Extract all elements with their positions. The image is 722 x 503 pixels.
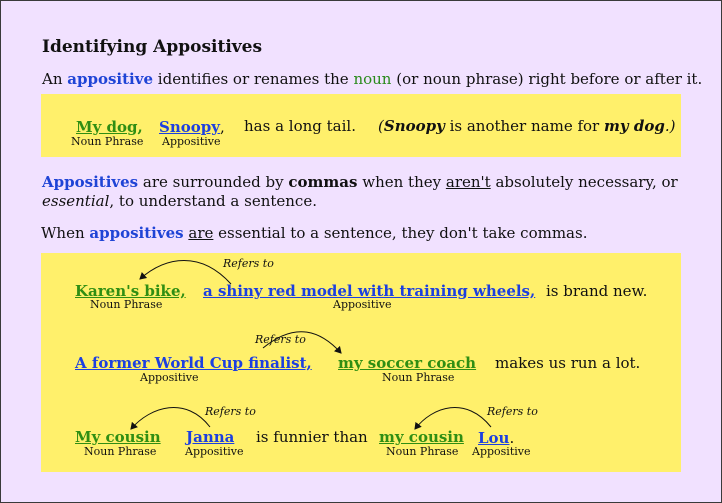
note-snoopy: Snoopy: [383, 117, 445, 135]
intro-noun-term: noun: [353, 70, 392, 88]
example1-rest: has a long tail.: [244, 117, 356, 135]
refers-to-label-4: Refers to: [487, 405, 538, 418]
sentence2-appositive-label: Appositive: [140, 371, 199, 384]
rule2-are: are: [188, 224, 214, 242]
example1-noun-phrase: [76, 117, 143, 136]
example1-appositive-label: Appositive: [162, 135, 221, 148]
sentence1-appositive: a shiny red model with training wheels,: [203, 282, 536, 300]
example1-comma2: ,: [219, 118, 225, 136]
intro-end: (or noun phrase) right before or after it.: [396, 70, 703, 88]
sentence1-rest: is brand new.: [546, 282, 648, 300]
sentence2-rest: makes us run a lot.: [495, 354, 641, 372]
page-title: Identifying Appositives: [42, 37, 263, 57]
sentence3-appositive2: Lou: [478, 429, 510, 447]
sentence2-noun: my soccer coach: [338, 354, 477, 372]
refers-to-label-3: Refers to: [205, 405, 256, 418]
rule2-rest: essential to a sentence, they don't take commas.: [218, 224, 588, 242]
refers-to-label-1: Refers to: [223, 257, 274, 270]
refers-to-label-2: Refers to: [255, 333, 306, 346]
rule1-b: when they: [362, 173, 442, 191]
rule1-d: , to understand a sentence.: [109, 192, 317, 210]
example1-note: [378, 117, 675, 135]
sentence1-noun-label: Noun Phrase: [90, 298, 163, 311]
sentence3-mid: is funnier than: [256, 428, 368, 446]
sentence3-noun1-label: Noun Phrase: [84, 445, 157, 458]
example1-noun: My dog: [76, 118, 138, 136]
example1-comma1: ,: [137, 118, 143, 136]
sentence1-appositive-label: Appositive: [333, 298, 392, 311]
sentence2-appositive: A former World Cup finalist,: [75, 354, 312, 372]
sentence3-noun2-label: Noun Phrase: [386, 445, 459, 458]
sentence3-appositive1-label: Appositive: [185, 445, 244, 458]
rule1-c: absolutely necessary, or: [495, 173, 678, 191]
sentence3-noun2: my cousin: [379, 428, 464, 446]
note-close: .): [664, 117, 676, 135]
rule1-a: are surrounded by: [142, 173, 284, 191]
sentence3-noun1: My cousin: [75, 428, 161, 446]
sentence3-appositive1: Janna: [186, 428, 235, 446]
intro-mid: identifies or renames the: [157, 70, 349, 88]
intro-an: An: [42, 70, 63, 88]
example1-appositive: Snoopy: [159, 118, 220, 136]
example1-appositive-phrase: [159, 117, 225, 136]
rule1-essential: essential: [42, 192, 110, 210]
rule2-when: When: [41, 224, 85, 242]
example1-noun-label: Noun Phrase: [71, 135, 144, 148]
rule-commas: [42, 173, 682, 211]
note-mid: is another name for: [449, 117, 600, 135]
sentence1-noun: Karen's bike,: [75, 282, 186, 300]
note-open: (: [378, 117, 384, 135]
sentence3-appositive2-label: Appositive: [472, 445, 531, 458]
intro-sentence: [42, 70, 702, 88]
note-mydog: my dog: [604, 117, 665, 135]
rule1-commas-term: commas: [288, 173, 358, 191]
intro-appositive-term: appositive: [67, 70, 154, 88]
rule-no-commas: [41, 224, 587, 242]
sentence2-noun-label: Noun Phrase: [382, 371, 455, 384]
rule1-appositives-term: Appositives: [42, 173, 139, 191]
rule2-appositives-term: appositives: [89, 224, 184, 242]
rule1-arent: aren't: [445, 173, 491, 191]
sentence3-period: .: [509, 429, 515, 447]
